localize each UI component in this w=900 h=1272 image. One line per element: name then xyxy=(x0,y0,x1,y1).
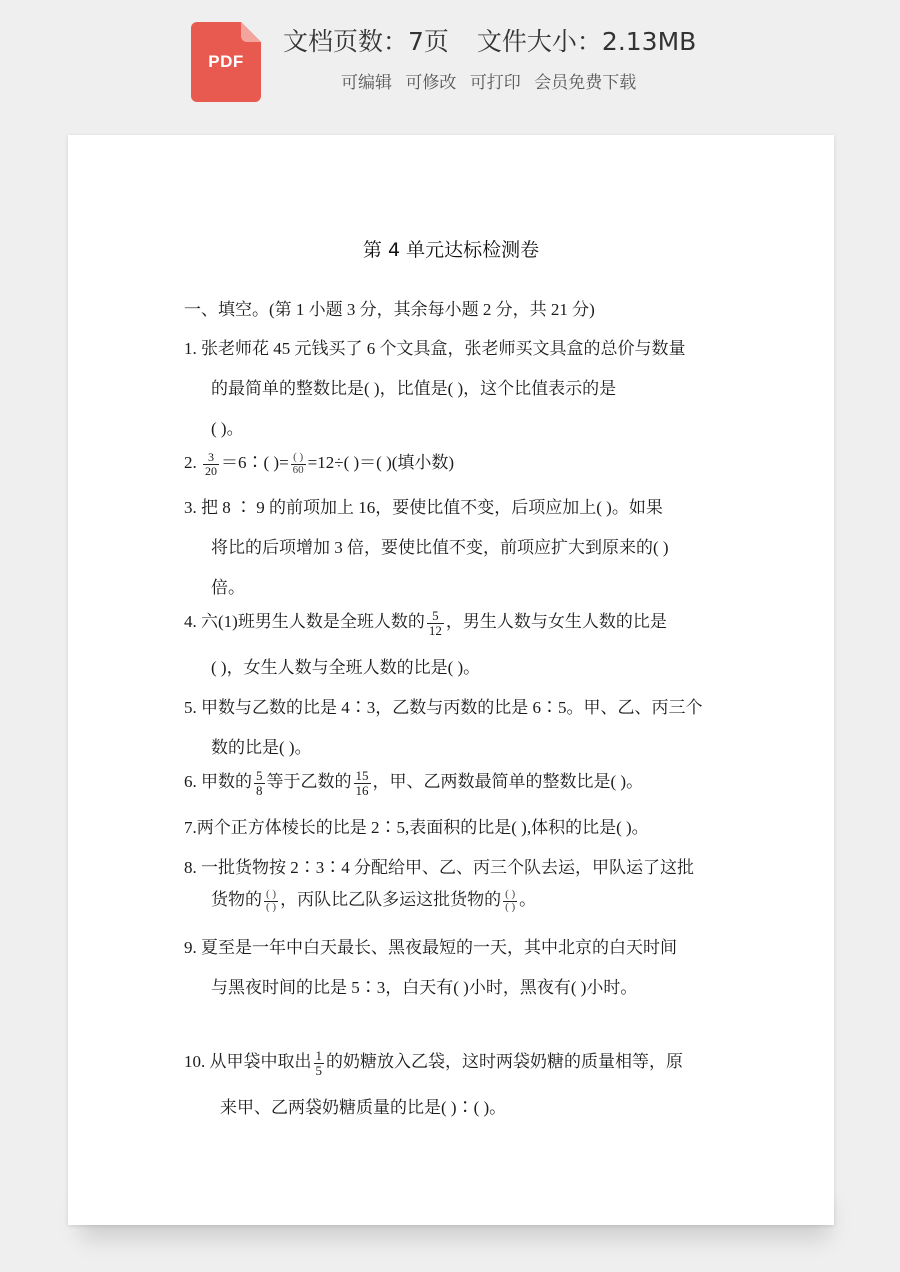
fraction-denominator: ( ) xyxy=(266,900,277,913)
question-text: 一批货物按 2∶3∶4 分配给甲、乙、丙三个队去运，甲队运了这批 xyxy=(201,858,694,877)
question-text: =12÷( )＝( )(填小数) xyxy=(307,453,455,472)
question-text: 张老师花 45 元钱买了 6 个文具盒，张老师买文具盒的总价与数量 xyxy=(201,339,686,358)
file-size: 文件大小：2.13MB xyxy=(476,27,697,56)
fraction xyxy=(314,1049,325,1077)
fraction-denominator: 16 xyxy=(355,782,369,798)
question-text: 甲数与乙数的比是 4∶3，乙数与丙数的比是 6∶5。甲、乙、丙三个 xyxy=(201,698,703,717)
pdf-label: PDF xyxy=(208,52,244,71)
question-1-line-2: 的最简单的整数比是( )，比值是( )，这个比值表示的是 xyxy=(211,379,617,398)
feature-printable: 可打印 xyxy=(469,73,521,93)
fraction-numerator: 5 xyxy=(427,609,444,624)
fraction-numerator: ( ) xyxy=(291,452,306,465)
fraction-numerator: ( ) xyxy=(505,888,516,900)
feature-modifiable: 可修改 xyxy=(405,73,457,93)
question-text: 等于乙数的 xyxy=(266,772,352,792)
question-8-line-2 xyxy=(211,889,536,913)
fraction-numerator: 1 xyxy=(315,1048,322,1063)
download-info-header xyxy=(0,0,900,130)
question-number: 8. xyxy=(184,858,197,877)
fraction-denominator: 60 xyxy=(292,463,304,476)
question-number: 5. xyxy=(184,698,197,717)
question-text: ，甲、乙两数最简单的整数比是( )。 xyxy=(372,772,644,792)
question-1-line-1 xyxy=(184,340,686,357)
fraction-denominator: 20 xyxy=(205,463,217,478)
fraction xyxy=(254,769,265,797)
fraction-numerator: 5 xyxy=(256,768,263,783)
feature-member-free-download: 会员免费下载 xyxy=(534,73,637,93)
question-number: 4. xyxy=(184,612,197,632)
fraction-numerator: 15 xyxy=(355,768,369,783)
fraction-denominator: ( ) xyxy=(505,900,516,913)
fraction-numerator: 3 xyxy=(203,451,219,465)
question-4-line-2: ( )，女生人数与全班人数的比是( )。 xyxy=(211,658,481,677)
question-text: ，丙队比乙队多运这批货物的 xyxy=(280,889,502,909)
question-7: 7.两个正方体棱长的比是 2∶5,表面积的比是( ),体积的比是( )。 xyxy=(184,818,649,837)
question-number: 10. xyxy=(184,1052,206,1072)
question-9-line-2: 与黑夜时间的比是 5∶3，白天有( )小时，黑夜有( )小时。 xyxy=(211,978,638,997)
question-3-line-2: 将比的后项增加 3 倍，要使比值不变，前项应扩大到原来的( ) xyxy=(211,538,669,557)
question-number: 1. xyxy=(184,339,197,358)
question-text: 把 8 ∶ 9 的前项加上 16，要使比值不变，后项应加上( )。如果 xyxy=(201,498,663,517)
fraction-numerator: ( ) xyxy=(266,888,277,900)
question-10-line-1 xyxy=(184,1049,683,1077)
question-6 xyxy=(184,769,643,797)
fraction-denominator: 8 xyxy=(256,782,263,798)
question-5-line-2: 数的比是( )。 xyxy=(211,738,312,757)
question-text: 夏至是一年中白天最长、黑夜最短的一天，其中北京的白天时间 xyxy=(201,938,677,957)
fraction-denominator: 5 xyxy=(315,1062,322,1078)
blank-fraction xyxy=(264,889,278,913)
fraction-denominator: 12 xyxy=(428,622,442,638)
blank-fraction xyxy=(503,889,517,913)
question-3-line-3: 倍。 xyxy=(211,578,245,597)
file-meta xyxy=(283,22,696,58)
question-text: 从甲袋中取出 xyxy=(209,1052,312,1072)
question-text: ，男生人数与女生人数的比是 xyxy=(445,612,667,632)
page-count: 文档页数：7页 xyxy=(283,27,449,56)
question-number: 3. xyxy=(184,498,197,517)
question-9-line-1 xyxy=(184,939,677,956)
question-text: 的奶糖放入乙袋，这时两袋奶糖的质量相等，原 xyxy=(326,1052,683,1072)
question-text: 六(1)班男生人数是全班人数的 xyxy=(201,612,425,632)
section-heading: 一、填空。(第 1 小题 3 分，其余每小题 2 分，共 21 分) xyxy=(184,300,595,319)
fraction xyxy=(354,769,371,797)
question-3-line-1 xyxy=(184,499,663,516)
question-8-line-1 xyxy=(184,859,694,876)
feature-editable: 可编辑 xyxy=(341,73,392,93)
question-2 xyxy=(184,451,454,477)
blank-fraction xyxy=(291,452,306,476)
document-page xyxy=(68,135,834,1225)
fraction xyxy=(427,609,444,637)
question-1-line-3: ( )。 xyxy=(211,419,244,438)
question-number: 2. xyxy=(184,453,197,472)
fraction xyxy=(203,451,219,477)
question-4-line-1 xyxy=(184,609,667,637)
question-text: 货物的 xyxy=(211,889,262,909)
question-10-line-2: 来甲、乙两袋奶糖质量的比是( )∶( )。 xyxy=(220,1098,507,1117)
feature-list xyxy=(341,68,644,93)
question-text: 甲数的 xyxy=(201,772,252,792)
document-title: 第 4 单元达标检测卷 xyxy=(362,239,540,261)
question-number: 6. xyxy=(184,772,197,792)
question-5-line-1 xyxy=(184,699,703,716)
question-text: 。 xyxy=(519,889,537,909)
question-text: ＝6∶( )= xyxy=(221,453,289,472)
question-number: 9. xyxy=(184,938,197,957)
